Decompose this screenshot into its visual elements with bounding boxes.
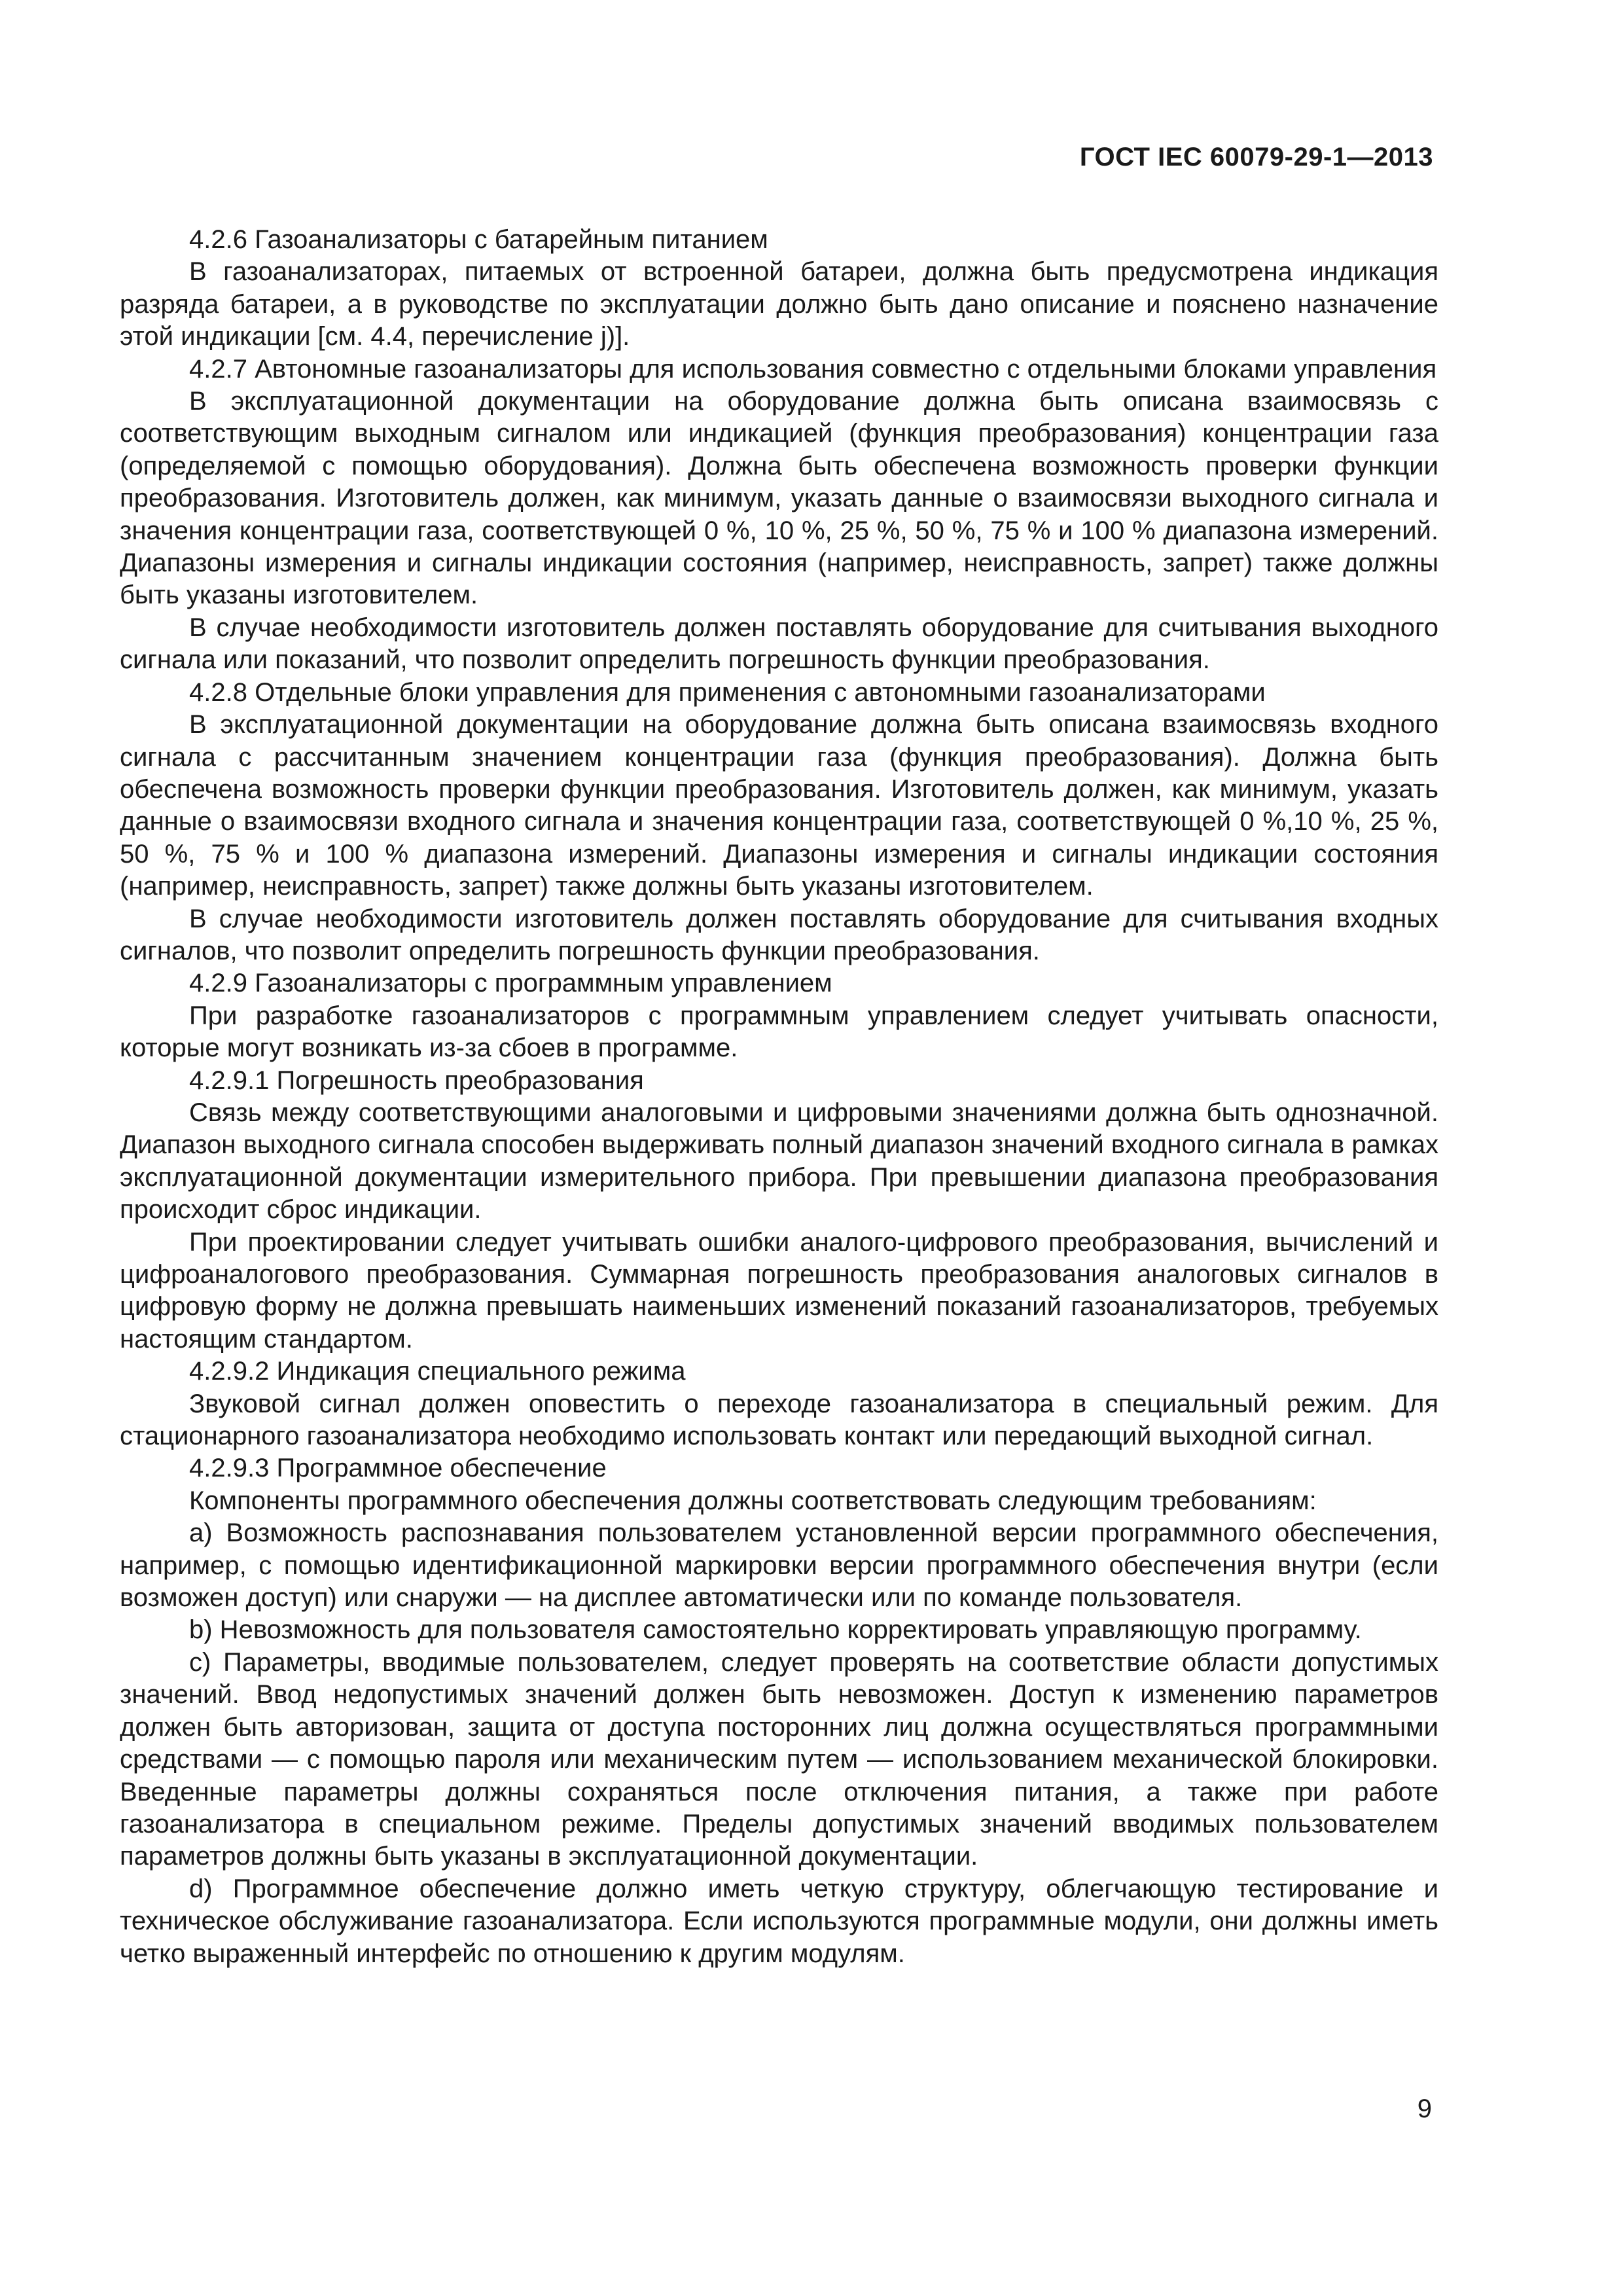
section-heading-4-2-7: 4.2.7 Автономные газоанализаторы для использования совместно с отдельными блоками управления xyxy=(189,354,1437,384)
paragraph: В эксплуатационной документации на оборудование должна быть описана взаимосвязь с соответствующим выходным сигналом или индикацией (функция преобразования) концентрации газа (определяемой с помощью оборудования). Должна быть обеспечена возможность проверки функции преобразования. Изготовитель должен, как минимум, указать данные о взаимосвязи выходного сигнала и значения концентрации газа, соответствующей 0 %, 10 %, 25 %, 50 %, 75 % и 100 % диапазона измерений. Диапазоны измерения и сигналы индикации состояния (например, неисправность, запрет) также должны быть указаны изготовителем. xyxy=(120,387,1438,610)
section-heading-4-2-9-1: 4.2.9.1 Погрешность преобразования xyxy=(189,1066,644,1095)
paragraph: Связь между соответствующими аналоговыми и цифровыми значениями должна быть однозначной. Диапазон выходного сигнала способен выдерживать полный диапазон значений входного сигнала в рамках эксплуатационной документации измерительного прибора. При превышении диапазона преобразования происходит сброс индикации. xyxy=(120,1098,1438,1225)
standard-code-header: ГОСТ IEC 60079-29-1—2013 xyxy=(1079,143,1433,171)
document-body xyxy=(120,224,1438,1970)
paragraph: Компоненты программного обеспечения должны соответствовать следующим требованиям: xyxy=(189,1486,1317,1515)
section-heading-4-2-9-2: 4.2.9.2 Индикация специального режима xyxy=(189,1357,686,1386)
section-heading-4-2-9: 4.2.9 Газоанализаторы с программным управлением xyxy=(189,969,832,998)
list-item-a: a) Возможность распознавания пользователем установленной версии программного обеспечения, например, с помощью идентификационной маркировки версии программного обеспечения внутри (если возможен доступ) или снаружи — на дисплее автоматически или по команде пользователя. xyxy=(120,1518,1438,1613)
paragraph: В эксплуатационной документации на оборудование должна быть описана взаимосвязь входного сигнала с рассчитанным значением концентрации газа (функция преобразования). Должна быть обеспечена возможность проверки функции преобразования. Изготовитель должен, как минимум, указать данные о взаимосвязи входного сигнала и значения концентрации газа, соответствующей 0 %,10 %, 25 %, 50 %, 75 % и 100 % диапазона измерений. Диапазоны измерения и сигналы индикации состояния (например, неисправность, запрет) также должны быть указаны изготовителем. xyxy=(120,710,1438,901)
paragraph: В случае необходимости изготовитель должен поставлять оборудование для считывания выходного сигнала или показаний, что позволит определить погрешность функции преобразования. xyxy=(120,613,1438,675)
paragraph: Звуковой сигнал должен оповестить о переходе газоанализатора в специальный режим. Для стационарного газоанализатора необходимо использовать контакт или передающий выходной сигнал. xyxy=(120,1389,1438,1451)
paragraph: При проектировании следует учитывать ошибки аналого-цифрового преобразования, вычислений и цифроаналогового преобразования. Суммарная погрешность преобразования аналоговых сигналов в цифровую форму не должна превышать наименьших изменений показаний газоанализаторов, требуемых настоящим стандартом. xyxy=(120,1227,1438,1354)
page-number: 9 xyxy=(1417,2094,1432,2123)
section-heading-4-2-8: 4.2.8 Отдельные блоки управления для применения с автономными газоанализаторами xyxy=(189,677,1266,707)
paragraph: В случае необходимости изготовитель должен поставлять оборудование для считывания входных сигналов, что позволит определить погрешность функции преобразования. xyxy=(120,904,1438,965)
list-item-b: b) Невозможность для пользователя самостоятельно корректировать управляющую программу. xyxy=(189,1615,1362,1645)
paragraph: При разработке газоанализаторов с программным управлением следует учитывать опасности, которые могут возникать из-за сбоев в программе. xyxy=(120,1001,1438,1063)
paragraph: В газоанализаторах, питаемых от встроенной батареи, должна быть предусмотрена индикация разряда батареи, а в руководстве по эксплуатации должно быть дано описание и пояснено назначение этой индикации [см. 4.4, перечисление j)]. xyxy=(120,257,1438,351)
section-heading-4-2-9-3: 4.2.9.3 Программное обеспечение xyxy=(189,1454,607,1483)
list-item-d: d) Программное обеспечение должно иметь четкую структуру, облегчающую тестирование и техническое обслуживание газоанализатора. Если используются программные модули, они должны иметь четко выраженный интерфейс по отношению к другим модулям. xyxy=(120,1874,1438,1968)
list-item-c: c) Параметры, вводимые пользователем, следует проверять на соответствие области допустимых значений. Ввод недопустимых значений должен быть невозможен. Доступ к изменению параметров должен быть авторизован, защита от доступа посторонних лиц должна осуществляться программными средствами — с помощью пароля или механическим путем — использованием механической блокировки. Введенные параметры должны сохраняться после отключения питания, а также при работе газоанализатора в специальном режиме. Пределы допустимых значений вводимых пользователем параметров должны быть указаны в эксплуатационной документации. xyxy=(120,1647,1438,1871)
section-heading-4-2-6: 4.2.6 Газоанализаторы с батарейным питанием xyxy=(189,225,768,254)
